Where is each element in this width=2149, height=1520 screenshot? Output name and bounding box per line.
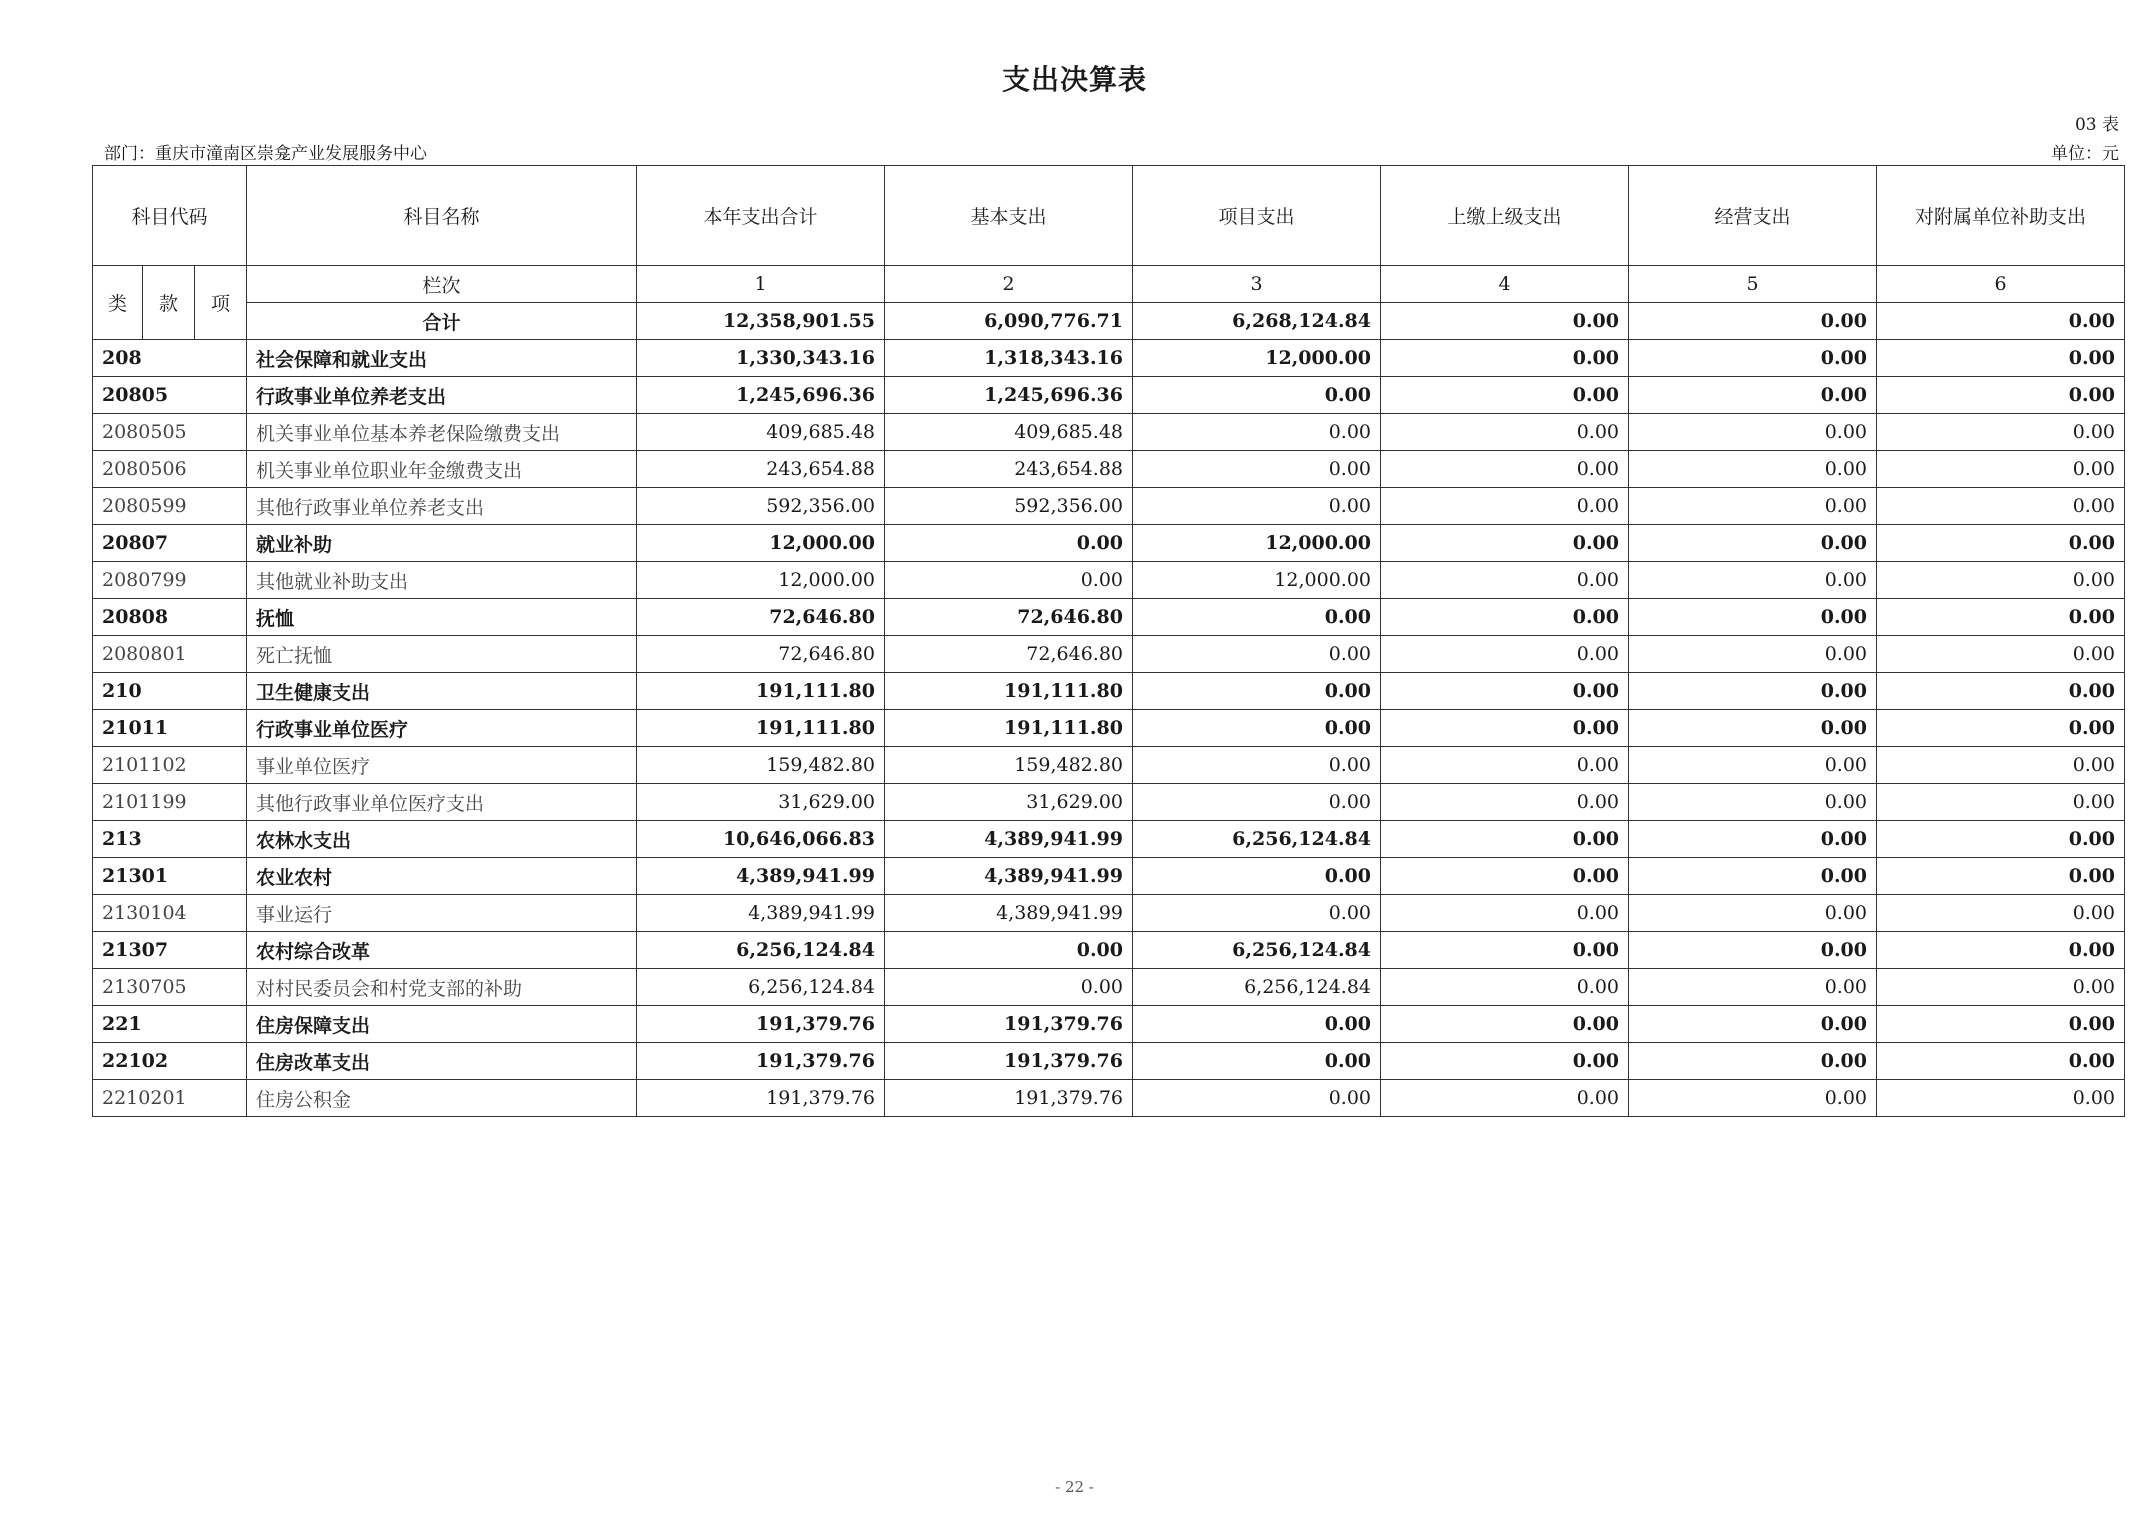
row-value: 0.00 bbox=[1133, 784, 1381, 821]
row-code: 2130705 bbox=[93, 969, 247, 1006]
row-value: 0.00 bbox=[1133, 1080, 1381, 1117]
row-value: 12,000.00 bbox=[1133, 525, 1381, 562]
table-row bbox=[93, 1080, 2125, 1117]
row-value: 0.00 bbox=[885, 969, 1133, 1006]
row-value: 0.00 bbox=[1877, 451, 2125, 488]
row-name: 其他行政事业单位医疗支出 bbox=[247, 784, 637, 821]
row-value: 191,111.80 bbox=[637, 710, 885, 747]
row-value: 72,646.80 bbox=[637, 599, 885, 636]
row-value: 0.00 bbox=[1629, 525, 1877, 562]
row-value: 0.00 bbox=[1877, 488, 2125, 525]
row-name: 农林水支出 bbox=[247, 821, 637, 858]
column-number-row bbox=[93, 266, 2125, 303]
row-value: 1,318,343.16 bbox=[885, 340, 1133, 377]
row-value: 0.00 bbox=[885, 562, 1133, 599]
row-value: 4,389,941.99 bbox=[885, 858, 1133, 895]
header-name: 科目名称 bbox=[247, 166, 637, 266]
row-name: 卫生健康支出 bbox=[247, 673, 637, 710]
row-value: 72,646.80 bbox=[637, 636, 885, 673]
row-value: 0.00 bbox=[1381, 340, 1629, 377]
row-value: 0.00 bbox=[1877, 1006, 2125, 1043]
row-value: 0.00 bbox=[1629, 673, 1877, 710]
row-value: 191,379.76 bbox=[885, 1080, 1133, 1117]
row-value: 0.00 bbox=[1877, 562, 2125, 599]
table-row bbox=[93, 636, 2125, 673]
row-value: 0.00 bbox=[1381, 747, 1629, 784]
row-code: 21307 bbox=[93, 932, 247, 969]
row-value: 4,389,941.99 bbox=[885, 895, 1133, 932]
row-value: 0.00 bbox=[1877, 599, 2125, 636]
row-code: 2080799 bbox=[93, 562, 247, 599]
row-code: 22102 bbox=[93, 1043, 247, 1080]
header-col-5: 经营支出 bbox=[1629, 166, 1877, 266]
row-name: 对村民委员会和村党支部的补助 bbox=[247, 969, 637, 1006]
row-value: 0.00 bbox=[1629, 377, 1877, 414]
row-value: 0.00 bbox=[1877, 747, 2125, 784]
row-value: 0.00 bbox=[1133, 1006, 1381, 1043]
row-value: 191,379.76 bbox=[885, 1006, 1133, 1043]
row-value: 0.00 bbox=[1381, 932, 1629, 969]
header-code: 科目代码 bbox=[93, 166, 247, 266]
row-value: 0.00 bbox=[1877, 1080, 2125, 1117]
row-value: 0.00 bbox=[1629, 895, 1877, 932]
expenditure-table bbox=[92, 165, 2125, 1117]
row-value: 0.00 bbox=[1877, 1043, 2125, 1080]
table-row bbox=[93, 932, 2125, 969]
row-value: 191,111.80 bbox=[885, 673, 1133, 710]
row-value: 0.00 bbox=[1381, 562, 1629, 599]
row-value: 0.00 bbox=[1381, 710, 1629, 747]
header-col-4: 上缴上级支出 bbox=[1381, 166, 1629, 266]
header-xiang: 项 bbox=[195, 266, 247, 340]
table-row bbox=[93, 488, 2125, 525]
table-row bbox=[93, 562, 2125, 599]
row-value: 0.00 bbox=[1629, 1006, 1877, 1043]
header-kuan: 款 bbox=[143, 266, 195, 340]
row-value: 0.00 bbox=[1381, 414, 1629, 451]
row-value: 0.00 bbox=[1629, 932, 1877, 969]
row-name: 住房保障支出 bbox=[247, 1006, 637, 1043]
page-number: - 22 - bbox=[1055, 1478, 1094, 1496]
col-number-1: 1 bbox=[637, 266, 885, 303]
row-value: 6,256,124.84 bbox=[637, 969, 885, 1006]
row-value: 6,256,124.84 bbox=[1133, 969, 1381, 1006]
row-value: 72,646.80 bbox=[885, 636, 1133, 673]
col-number-2: 2 bbox=[885, 266, 1133, 303]
row-value: 0.00 bbox=[1381, 599, 1629, 636]
row-value: 0.00 bbox=[1629, 414, 1877, 451]
row-value: 0.00 bbox=[1877, 710, 2125, 747]
row-name: 机关事业单位基本养老保险缴费支出 bbox=[247, 414, 637, 451]
row-value: 6,256,124.84 bbox=[1133, 932, 1381, 969]
row-name: 其他行政事业单位养老支出 bbox=[247, 488, 637, 525]
row-value: 0.00 bbox=[1629, 1080, 1877, 1117]
header-col-1: 本年支出合计 bbox=[637, 166, 885, 266]
row-code: 2210201 bbox=[93, 1080, 247, 1117]
row-value: 191,379.76 bbox=[637, 1080, 885, 1117]
row-value: 0.00 bbox=[1381, 1043, 1629, 1080]
row-value: 243,654.88 bbox=[885, 451, 1133, 488]
row-value: 0.00 bbox=[1629, 784, 1877, 821]
row-value: 0.00 bbox=[1381, 1080, 1629, 1117]
row-value: 243,654.88 bbox=[637, 451, 885, 488]
row-value: 12,000.00 bbox=[1133, 340, 1381, 377]
table-row bbox=[93, 525, 2125, 562]
row-value: 0.00 bbox=[1629, 969, 1877, 1006]
row-code: 2080801 bbox=[93, 636, 247, 673]
row-code: 20805 bbox=[93, 377, 247, 414]
row-value: 409,685.48 bbox=[637, 414, 885, 451]
header-row bbox=[93, 166, 2125, 266]
row-code: 2130104 bbox=[93, 895, 247, 932]
row-value: 31,629.00 bbox=[885, 784, 1133, 821]
col-number-5: 5 bbox=[1629, 266, 1877, 303]
total-value: 0.00 bbox=[1381, 303, 1629, 340]
header-lei: 类 bbox=[93, 266, 143, 340]
row-code: 2101199 bbox=[93, 784, 247, 821]
row-name: 其他就业补助支出 bbox=[247, 562, 637, 599]
row-value: 0.00 bbox=[1629, 821, 1877, 858]
table-row bbox=[93, 673, 2125, 710]
row-value: 4,389,941.99 bbox=[637, 858, 885, 895]
col-number-4: 4 bbox=[1381, 266, 1629, 303]
row-code: 21301 bbox=[93, 858, 247, 895]
row-name: 住房改革支出 bbox=[247, 1043, 637, 1080]
row-value: 12,000.00 bbox=[637, 525, 885, 562]
total-row bbox=[93, 303, 2125, 340]
row-value: 159,482.80 bbox=[637, 747, 885, 784]
row-value: 0.00 bbox=[1629, 636, 1877, 673]
row-value: 0.00 bbox=[1133, 895, 1381, 932]
row-value: 0.00 bbox=[1877, 821, 2125, 858]
row-value: 0.00 bbox=[1133, 1043, 1381, 1080]
row-name: 事业单位医疗 bbox=[247, 747, 637, 784]
table-row bbox=[93, 451, 2125, 488]
row-value: 0.00 bbox=[1133, 488, 1381, 525]
row-value: 592,356.00 bbox=[885, 488, 1133, 525]
row-value: 0.00 bbox=[1133, 599, 1381, 636]
table-body bbox=[93, 340, 2125, 1117]
total-value: 0.00 bbox=[1877, 303, 2125, 340]
table-row bbox=[93, 821, 2125, 858]
table-row bbox=[93, 969, 2125, 1006]
row-value: 0.00 bbox=[1133, 377, 1381, 414]
row-code: 20808 bbox=[93, 599, 247, 636]
row-value: 0.00 bbox=[885, 932, 1133, 969]
row-value: 0.00 bbox=[1381, 969, 1629, 1006]
row-name: 机关事业单位职业年金缴费支出 bbox=[247, 451, 637, 488]
row-value: 4,389,941.99 bbox=[885, 821, 1133, 858]
row-name: 死亡抚恤 bbox=[247, 636, 637, 673]
row-name: 住房公积金 bbox=[247, 1080, 637, 1117]
row-value: 0.00 bbox=[1877, 525, 2125, 562]
table-row bbox=[93, 599, 2125, 636]
row-code: 210 bbox=[93, 673, 247, 710]
row-value: 0.00 bbox=[1381, 377, 1629, 414]
table-row bbox=[93, 377, 2125, 414]
total-value: 12,358,901.55 bbox=[637, 303, 885, 340]
row-name: 行政事业单位医疗 bbox=[247, 710, 637, 747]
page-title: 支出决算表 bbox=[1001, 63, 1147, 96]
row-value: 159,482.80 bbox=[885, 747, 1133, 784]
row-value: 0.00 bbox=[1381, 895, 1629, 932]
row-code: 21011 bbox=[93, 710, 247, 747]
row-value: 0.00 bbox=[1877, 858, 2125, 895]
total-value: 6,090,776.71 bbox=[885, 303, 1133, 340]
row-name: 事业运行 bbox=[247, 895, 637, 932]
row-name: 抚恤 bbox=[247, 599, 637, 636]
row-value: 0.00 bbox=[1629, 858, 1877, 895]
row-value: 1,245,696.36 bbox=[637, 377, 885, 414]
row-value: 0.00 bbox=[1133, 710, 1381, 747]
row-code: 208 bbox=[93, 340, 247, 377]
col-number-6: 6 bbox=[1877, 266, 2125, 303]
row-name: 社会保障和就业支出 bbox=[247, 340, 637, 377]
row-value: 0.00 bbox=[1381, 488, 1629, 525]
table-row bbox=[93, 710, 2125, 747]
table-row bbox=[93, 1006, 2125, 1043]
col-number-3: 3 bbox=[1133, 266, 1381, 303]
row-code: 213 bbox=[93, 821, 247, 858]
row-value: 0.00 bbox=[1877, 784, 2125, 821]
row-value: 0.00 bbox=[1133, 414, 1381, 451]
header-lanci: 栏次 bbox=[247, 266, 637, 303]
row-value: 72,646.80 bbox=[885, 599, 1133, 636]
row-value: 0.00 bbox=[1133, 636, 1381, 673]
row-value: 191,379.76 bbox=[637, 1006, 885, 1043]
header-col-2: 基本支出 bbox=[885, 166, 1133, 266]
row-value: 0.00 bbox=[1877, 340, 2125, 377]
row-value: 0.00 bbox=[1381, 784, 1629, 821]
table-row bbox=[93, 784, 2125, 821]
row-value: 592,356.00 bbox=[637, 488, 885, 525]
row-value: 1,330,343.16 bbox=[637, 340, 885, 377]
table-row bbox=[93, 858, 2125, 895]
row-code: 2101102 bbox=[93, 747, 247, 784]
row-name: 农村综合改革 bbox=[247, 932, 637, 969]
row-value: 0.00 bbox=[1381, 1006, 1629, 1043]
row-value: 31,629.00 bbox=[637, 784, 885, 821]
row-value: 6,256,124.84 bbox=[637, 932, 885, 969]
table-row bbox=[93, 340, 2125, 377]
row-value: 191,111.80 bbox=[637, 673, 885, 710]
header-col-3: 项目支出 bbox=[1133, 166, 1381, 266]
row-value: 191,111.80 bbox=[885, 710, 1133, 747]
row-value: 0.00 bbox=[1133, 747, 1381, 784]
row-value: 0.00 bbox=[1629, 451, 1877, 488]
total-label: 合计 bbox=[247, 303, 637, 340]
row-name: 农业农村 bbox=[247, 858, 637, 895]
row-value: 0.00 bbox=[1133, 858, 1381, 895]
total-value: 6,268,124.84 bbox=[1133, 303, 1381, 340]
row-value: 191,379.76 bbox=[637, 1043, 885, 1080]
row-value: 0.00 bbox=[1629, 599, 1877, 636]
row-value: 1,245,696.36 bbox=[885, 377, 1133, 414]
row-name: 行政事业单位养老支出 bbox=[247, 377, 637, 414]
row-value: 409,685.48 bbox=[885, 414, 1133, 451]
row-value: 0.00 bbox=[1629, 710, 1877, 747]
row-value: 0.00 bbox=[1629, 340, 1877, 377]
row-code: 2080599 bbox=[93, 488, 247, 525]
row-value: 10,646,066.83 bbox=[637, 821, 885, 858]
department-label: 部门：重庆市潼南区崇龛产业发展服务中心 bbox=[104, 144, 427, 164]
row-value: 0.00 bbox=[885, 525, 1133, 562]
table-row bbox=[93, 1043, 2125, 1080]
row-value: 0.00 bbox=[1877, 636, 2125, 673]
row-code: 2080505 bbox=[93, 414, 247, 451]
table-number: 03 表 bbox=[2074, 115, 2119, 135]
row-value: 0.00 bbox=[1877, 377, 2125, 414]
row-value: 0.00 bbox=[1381, 636, 1629, 673]
row-value: 0.00 bbox=[1629, 562, 1877, 599]
row-value: 0.00 bbox=[1877, 673, 2125, 710]
row-value: 0.00 bbox=[1381, 821, 1629, 858]
unit-label: 单位：元 bbox=[2051, 144, 2119, 164]
row-value: 12,000.00 bbox=[637, 562, 885, 599]
total-value: 0.00 bbox=[1629, 303, 1877, 340]
row-value: 0.00 bbox=[1381, 451, 1629, 488]
table-row bbox=[93, 895, 2125, 932]
row-value: 0.00 bbox=[1133, 451, 1381, 488]
row-value: 0.00 bbox=[1381, 673, 1629, 710]
row-value: 0.00 bbox=[1877, 414, 2125, 451]
table-row bbox=[93, 747, 2125, 784]
row-value: 0.00 bbox=[1133, 673, 1381, 710]
row-value: 0.00 bbox=[1381, 858, 1629, 895]
row-value: 0.00 bbox=[1877, 969, 2125, 1006]
row-name: 就业补助 bbox=[247, 525, 637, 562]
row-value: 6,256,124.84 bbox=[1133, 821, 1381, 858]
row-value: 0.00 bbox=[1629, 747, 1877, 784]
row-code: 221 bbox=[93, 1006, 247, 1043]
row-value: 191,379.76 bbox=[885, 1043, 1133, 1080]
row-value: 12,000.00 bbox=[1133, 562, 1381, 599]
row-value: 0.00 bbox=[1629, 488, 1877, 525]
row-code: 20807 bbox=[93, 525, 247, 562]
row-value: 0.00 bbox=[1877, 932, 2125, 969]
row-code: 2080506 bbox=[93, 451, 247, 488]
row-value: 4,389,941.99 bbox=[637, 895, 885, 932]
header-col-6: 对附属单位补助支出 bbox=[1877, 166, 2125, 266]
row-value: 0.00 bbox=[1381, 525, 1629, 562]
row-value: 0.00 bbox=[1877, 895, 2125, 932]
table-row bbox=[93, 414, 2125, 451]
row-value: 0.00 bbox=[1629, 1043, 1877, 1080]
